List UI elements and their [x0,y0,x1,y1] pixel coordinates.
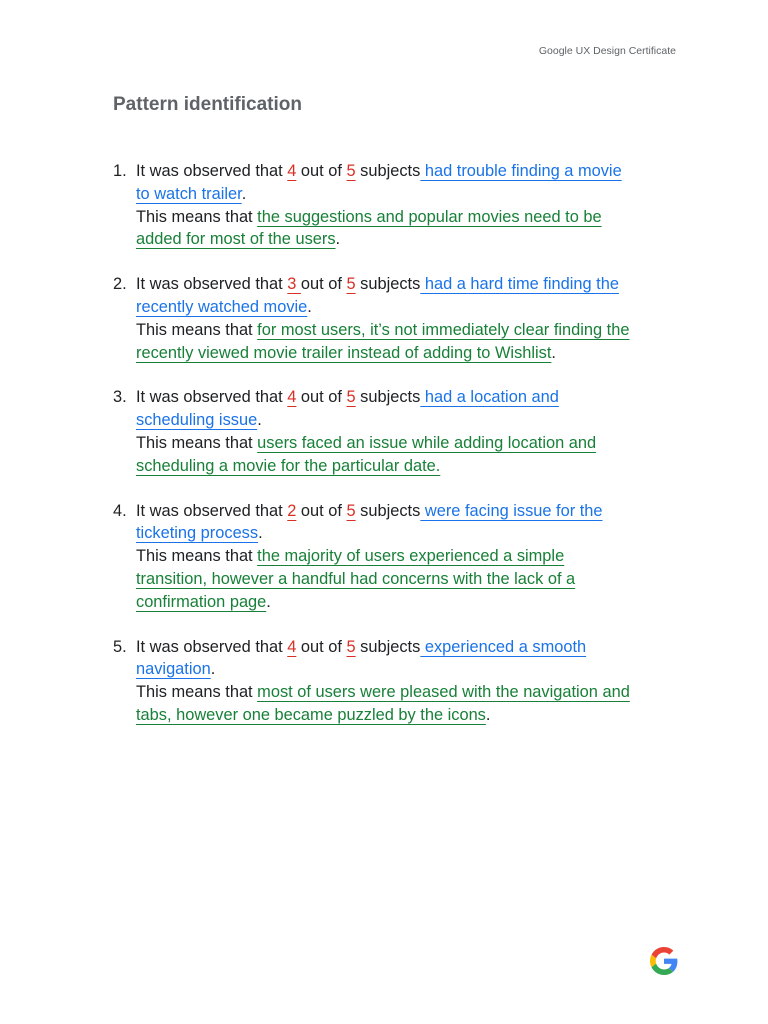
observed-count: 3 [287,275,301,294]
meaning-line [136,681,688,704]
item-number: 3. [113,388,127,407]
observation-prefix: It was observed that [136,637,288,656]
punctuation: . [266,592,271,611]
meaning-text: the suggestions and popular movies need to be [257,207,602,226]
observation-text: out of [296,637,347,656]
observation-line [136,273,688,296]
observation-prefix: It was observed that [136,162,288,180]
meaning-prefix: This means that [136,547,258,566]
finding-text: recently watched movie [136,297,308,316]
observed-count: 4 [287,637,297,656]
google-g-logo-icon [650,947,678,975]
observation-line [136,160,688,183]
observed-count: 4 [287,388,297,407]
observation-line [136,658,688,681]
observation-prefix: It was observed that [136,501,288,520]
findings-list [113,160,688,727]
observation-text: subjects [355,162,421,180]
finding-item-1 [113,160,688,251]
finding-text: navigation [136,660,211,679]
punctuation: . [210,660,216,679]
punctuation: . [307,297,312,316]
meaning-prefix: This means that [136,320,258,339]
finding-text: ticketing process [136,524,259,543]
total-count: 5 [346,275,356,294]
meaning-text: for most users, it’s not immediately clear finding the [257,320,630,339]
meaning-line [136,342,688,365]
meaning-text: scheduling a movie for the particular date. [136,456,441,475]
observation-line [136,183,688,206]
page-title: Pattern identification [113,94,302,115]
meaning-prefix: This means that [136,433,258,452]
meaning-text: confirmation page [136,592,267,611]
observation-text: out of [300,275,347,294]
observation-text: subjects [355,275,421,294]
finding-text: were facing issue for the [420,501,603,520]
total-count: 5 [346,637,356,656]
observation-text: out of [296,501,347,520]
punctuation: . [485,705,491,724]
meaning-line [136,206,688,229]
meaning-line [136,568,688,591]
meaning-line [136,545,688,568]
finding-item-2 [113,273,688,364]
meaning-text: transition, however a handful had concerns with the lack of a [136,569,576,588]
observation-line [136,386,688,409]
item-number: 1. [113,162,127,180]
certificate-header: Google UX Design Certificate [538,45,676,57]
finding-text: to watch trailer [136,184,242,203]
total-count: 5 [346,501,356,520]
finding-text: had a location and [420,388,559,407]
meaning-text: added for most of the users [136,230,336,249]
meaning-text: the majority of users experienced a simple [257,547,565,566]
item-number: 5. [113,637,127,656]
observed-count: 4 [287,162,297,180]
total-count: 5 [346,162,356,180]
observation-line [136,500,688,523]
observation-text: out of [296,162,347,180]
meaning-text: most of users were pleased with the navigation and [257,683,630,702]
meaning-line [136,704,688,727]
punctuation: . [551,343,556,362]
observation-prefix: It was observed that [136,388,288,407]
observation-text: out of [296,388,347,407]
observed-count: 2 [287,501,297,520]
meaning-line [136,432,688,455]
finding-item-4 [113,500,688,614]
finding-item-3 [113,386,688,477]
meaning-prefix: This means that [136,207,258,226]
observation-text: subjects [355,637,421,656]
observation-line [136,296,688,319]
observation-line [136,636,688,659]
meaning-text: users faced an issue while adding location and [257,433,597,452]
meaning-text: recently viewed movie trailer instead of adding to Wishlist [136,343,552,362]
punctuation: . [335,230,341,249]
meaning-line [136,591,688,614]
finding-text: had trouble finding a movie [420,162,622,180]
item-number: 2. [113,275,127,294]
observation-prefix: It was observed that [136,275,288,294]
finding-text: scheduling issue [136,411,258,430]
finding-text: experienced a smooth [420,637,587,656]
punctuation: . [241,184,247,203]
punctuation: . [257,411,262,430]
observation-line [136,522,688,545]
punctuation: . [258,524,263,543]
meaning-line [136,455,688,478]
item-number: 4. [113,501,127,520]
observation-line [136,409,688,432]
meaning-prefix: This means that [136,683,258,702]
meaning-line [136,228,688,251]
meaning-text: tabs, however one became puzzled by the icons [136,705,486,724]
observation-text: subjects [355,388,421,407]
observation-text: subjects [355,501,421,520]
finding-item-5 [113,636,688,727]
finding-text: had a hard time finding the [420,275,619,294]
meaning-line [136,319,688,342]
total-count: 5 [346,388,356,407]
